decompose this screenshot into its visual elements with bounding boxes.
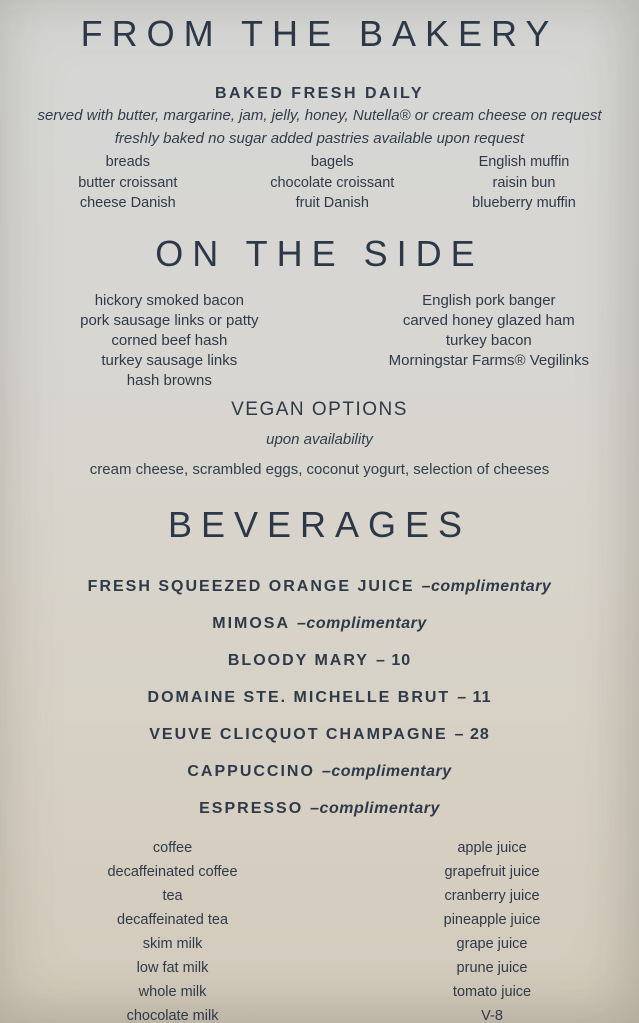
bakery-section-title: FROM THE BAKERY bbox=[80, 13, 559, 54]
beverage-item: cranberry juice bbox=[444, 887, 540, 904]
beverage-name: CAPPUCCINO bbox=[187, 762, 315, 780]
beverage-name: BLOODY MARY bbox=[227, 651, 369, 669]
bakery-item: chocolate croissant bbox=[270, 174, 395, 191]
beverage-item: grapefruit juice bbox=[444, 863, 540, 880]
bakery-item: blueberry muffin bbox=[472, 195, 576, 211]
beverage-item: low fat milk bbox=[136, 959, 209, 976]
side-item: hickory smoked bacon bbox=[94, 291, 244, 309]
vegan-options-heading: VEGAN OPTIONS bbox=[231, 398, 408, 420]
side-item: carved honey glazed ham bbox=[402, 311, 575, 329]
bakery-column-2 bbox=[256, 152, 409, 214]
beverages-items-grid bbox=[0, 836, 639, 1023]
baked-fresh-daily-heading: BAKED FRESH DAILY bbox=[214, 85, 425, 102]
sides-column-right bbox=[339, 291, 639, 391]
bakery-items-grid bbox=[0, 152, 639, 214]
beverage-line bbox=[0, 799, 639, 819]
bakery-item: cheese Danish bbox=[79, 195, 176, 211]
vegan-availability-note: upon availability bbox=[266, 430, 373, 448]
beverage-item: whole milk bbox=[138, 983, 207, 1000]
bakery-item: butter croissant bbox=[78, 174, 178, 191]
bakery-item: breads bbox=[105, 154, 150, 170]
beverage-price: –complimentary bbox=[297, 614, 427, 632]
beverage-line bbox=[0, 614, 639, 634]
beverage-item: decaffeinated tea bbox=[117, 911, 229, 928]
side-item: pork sausage links or patty bbox=[80, 311, 259, 329]
bakery-note-2: freshly baked no sugar added pastries available upon request bbox=[114, 130, 525, 147]
beverages-section-title: BEVERAGES bbox=[167, 503, 472, 545]
beverage-line bbox=[0, 688, 639, 708]
side-item: corned beef hash bbox=[111, 331, 228, 349]
beverage-item: chocolate milk bbox=[126, 1007, 219, 1023]
beverage-price: –complimentary bbox=[321, 762, 452, 780]
featured-beverages-list bbox=[0, 577, 639, 819]
bakery-column-3 bbox=[409, 152, 639, 214]
beverage-name: MIMOSA bbox=[212, 614, 291, 632]
beverage-item: prune juice bbox=[456, 959, 528, 976]
beverage-item: tomato juice bbox=[452, 983, 532, 1000]
beverage-item: apple juice bbox=[457, 839, 527, 856]
side-item: turkey bacon bbox=[445, 331, 532, 349]
beverage-price: –complimentary bbox=[310, 799, 440, 817]
vegan-items-line: cream cheese, scrambled eggs, coconut yogurt, selection of cheeses bbox=[89, 460, 550, 478]
bakery-item: fruit Danish bbox=[295, 195, 369, 211]
beverage-item: coffee bbox=[152, 839, 193, 856]
sides-section-title: ON THE SIDE bbox=[155, 232, 484, 274]
beverage-line bbox=[0, 762, 639, 782]
beverage-name: ESPRESSO bbox=[199, 799, 304, 817]
beverage-price: – 11 bbox=[457, 688, 492, 706]
bakery-column-1 bbox=[0, 152, 256, 214]
bakery-item: bagels bbox=[310, 154, 354, 170]
beverage-item: V-8 bbox=[481, 1007, 503, 1023]
side-item: turkey sausage links bbox=[101, 351, 238, 369]
beverages-column-left bbox=[0, 836, 345, 1023]
beverage-line bbox=[0, 725, 639, 745]
beverage-line bbox=[0, 577, 639, 597]
beverage-price: –complimentary bbox=[421, 577, 552, 595]
sides-items-grid bbox=[0, 291, 639, 391]
beverage-name: VEUVE CLICQUOT CHAMPAGNE bbox=[149, 725, 448, 743]
beverage-price: – 28 bbox=[454, 725, 490, 743]
bakery-note-1: served with butter, margarine, jam, jelly, honey, Nutella® or cream cheese on request bbox=[37, 107, 602, 124]
beverage-item: skim milk bbox=[142, 935, 203, 952]
beverage-item: decaffeinated coffee bbox=[107, 863, 238, 880]
bakery-item: raisin bun bbox=[492, 174, 556, 191]
beverage-line bbox=[0, 651, 639, 671]
side-item: English pork banger bbox=[422, 291, 556, 309]
beverage-price: – 10 bbox=[375, 651, 412, 669]
bakery-item: English muffin bbox=[478, 154, 570, 170]
beverage-name: DOMAINE STE. MICHELLE BRUT bbox=[147, 688, 451, 706]
beverage-item: grape juice bbox=[456, 935, 528, 952]
side-item: hash browns bbox=[126, 371, 212, 389]
beverages-column-right bbox=[345, 836, 639, 1023]
beverage-name: FRESH SQUEEZED ORANGE JUICE bbox=[87, 577, 415, 595]
side-item: Morningstar Farms® Vegilinks bbox=[388, 351, 589, 369]
beverage-item: pineapple juice bbox=[443, 911, 541, 928]
beverage-item: tea bbox=[162, 887, 183, 904]
sides-column-left bbox=[0, 291, 339, 391]
